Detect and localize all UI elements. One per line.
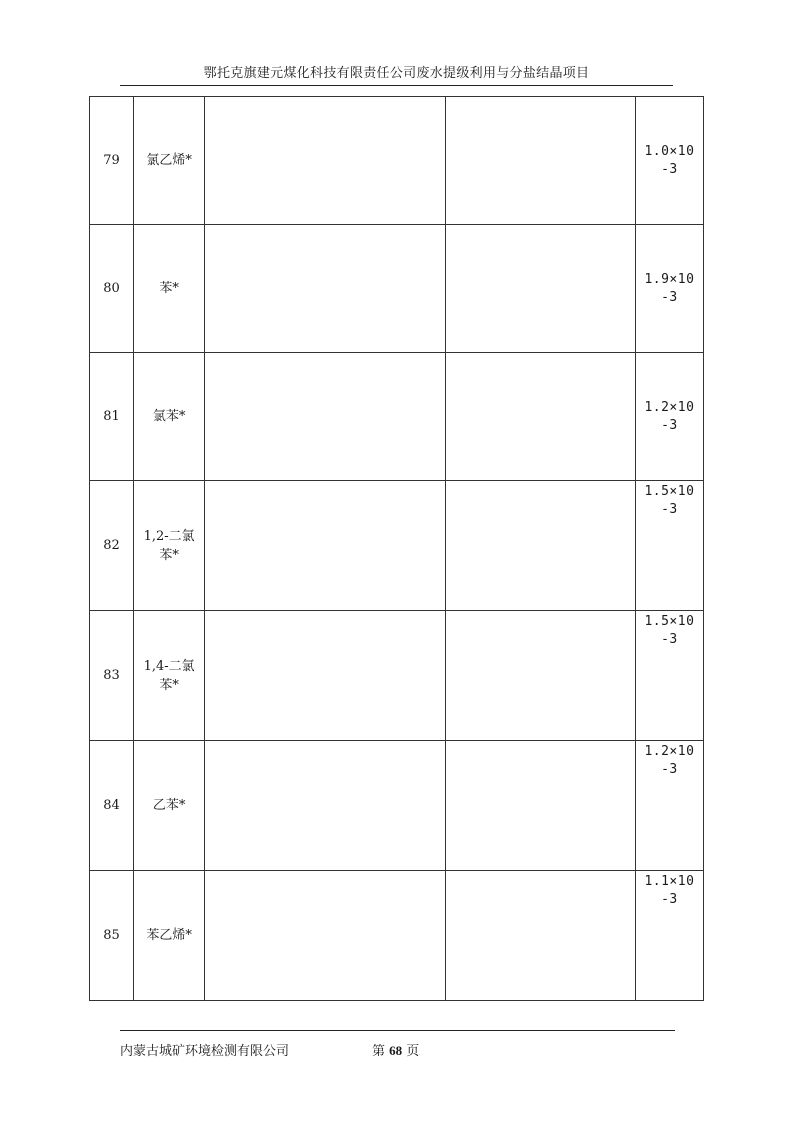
- detection-limit-cell: [635, 225, 703, 353]
- substance-name-cell: 苯乙烯*: [134, 871, 205, 1001]
- instrument-cell: [445, 611, 635, 741]
- substance-name-cell: 1,2-二氯苯*: [134, 481, 205, 611]
- row-number-cell: 82: [90, 481, 134, 611]
- instrument-cell: [445, 353, 635, 481]
- method-cell: [205, 481, 445, 611]
- detection-limit-cell: [635, 871, 703, 1001]
- detection-limit-mantissa: 1.1×10: [644, 874, 695, 889]
- instrument-cell: [445, 871, 635, 1001]
- detection-limit-cell: [635, 611, 703, 741]
- instrument-cell: [445, 481, 635, 611]
- substance-name-cell: 苯*: [134, 225, 205, 353]
- method-cell: [205, 97, 445, 225]
- method-cell: [205, 871, 445, 1001]
- method-cell: [205, 353, 445, 481]
- substance-name-cell: 氯乙烯*: [134, 97, 205, 225]
- table-row: [90, 871, 704, 1001]
- page-number: [372, 1040, 419, 1059]
- page-number-value: 68: [389, 1043, 403, 1058]
- detection-limit-mantissa: 1.5×10: [644, 614, 695, 629]
- detection-limit-cell: [635, 741, 703, 871]
- detection-limit-exponent: -3: [661, 632, 678, 647]
- instrument-cell: [445, 225, 635, 353]
- instrument-cell: [445, 97, 635, 225]
- table-row: [90, 611, 704, 741]
- row-number-cell: 84: [90, 741, 134, 871]
- detection-limit-exponent: -3: [661, 892, 678, 907]
- detection-limit-mantissa: 1.5×10: [644, 484, 695, 499]
- substance-name-cell: 1,4-二氯苯*: [134, 611, 205, 741]
- method-cell: [205, 225, 445, 353]
- detection-limits-table: [89, 96, 704, 1001]
- detection-limit-mantissa: 1.9×10: [644, 271, 695, 287]
- footer-company-name: 内蒙古城矿环境检测有限公司: [120, 1044, 290, 1059]
- method-cell: [205, 741, 445, 871]
- page-number-prefix: 第: [372, 1044, 386, 1059]
- detection-limit-cell: [635, 353, 703, 481]
- table-row: [90, 97, 704, 225]
- substance-name-cell: 乙苯*: [134, 741, 205, 871]
- detection-limit-mantissa: 1.0×10: [644, 143, 695, 159]
- row-number-cell: 81: [90, 353, 134, 481]
- row-number-cell: 85: [90, 871, 134, 1001]
- row-number-cell: 83: [90, 611, 134, 741]
- table-row: [90, 741, 704, 871]
- footer-divider: [120, 1030, 675, 1031]
- substance-name-cell: 氯苯*: [134, 353, 205, 481]
- row-number-cell: 80: [90, 225, 134, 353]
- row-number-cell: 79: [90, 97, 134, 225]
- page-number-suffix: 页: [406, 1044, 420, 1059]
- detection-limit-exponent: -3: [661, 417, 678, 433]
- detection-limit-exponent: -3: [661, 161, 678, 177]
- table-row: [90, 225, 704, 353]
- method-cell: [205, 611, 445, 741]
- detection-limit-exponent: -3: [661, 289, 678, 305]
- table-row: [90, 481, 704, 611]
- table-row: [90, 353, 704, 481]
- detection-limit-cell: [635, 481, 703, 611]
- detection-limit-exponent: -3: [661, 762, 678, 777]
- detection-limit-mantissa: 1.2×10: [644, 399, 695, 415]
- document-header-title: 鄂托克旗建元煤化科技有限责任公司废水提级利用与分盐结晶项目: [203, 66, 590, 81]
- detection-limit-exponent: -3: [661, 502, 678, 517]
- detection-limit-cell: [635, 97, 703, 225]
- header-divider: [120, 85, 673, 86]
- instrument-cell: [445, 741, 635, 871]
- detection-limit-mantissa: 1.2×10: [644, 744, 695, 759]
